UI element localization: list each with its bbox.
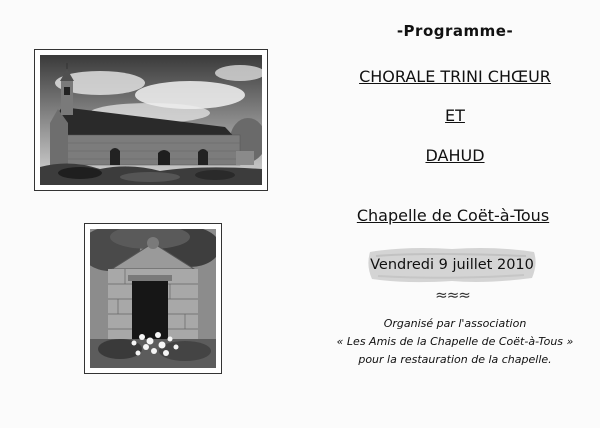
fountain-photo-frame bbox=[84, 223, 222, 374]
wave-divider: ≈≈≈ bbox=[435, 286, 470, 304]
organizer-line-2: « Les Amis de la Chapelle de Coët-à-Tous » bbox=[336, 335, 574, 348]
organizer-line-1: Organisé par l'association bbox=[383, 317, 527, 330]
organizer-line-3: pour la restauration de la chapelle. bbox=[358, 353, 552, 366]
venue-name: Chapelle de Coët-à-Tous bbox=[356, 206, 550, 225]
event-date: Vendredi 9 juillet 2010 bbox=[370, 257, 534, 273]
programme-heading: -Programme- bbox=[396, 22, 514, 40]
chapel-photo-frame bbox=[34, 49, 268, 191]
conjunction-et: ET bbox=[445, 106, 465, 125]
choir-name: CHORALE TRINI CHŒUR bbox=[359, 67, 551, 86]
fountain-photo bbox=[90, 229, 216, 368]
chapel-photo bbox=[40, 55, 262, 185]
band-name: DAHUD bbox=[425, 146, 485, 165]
